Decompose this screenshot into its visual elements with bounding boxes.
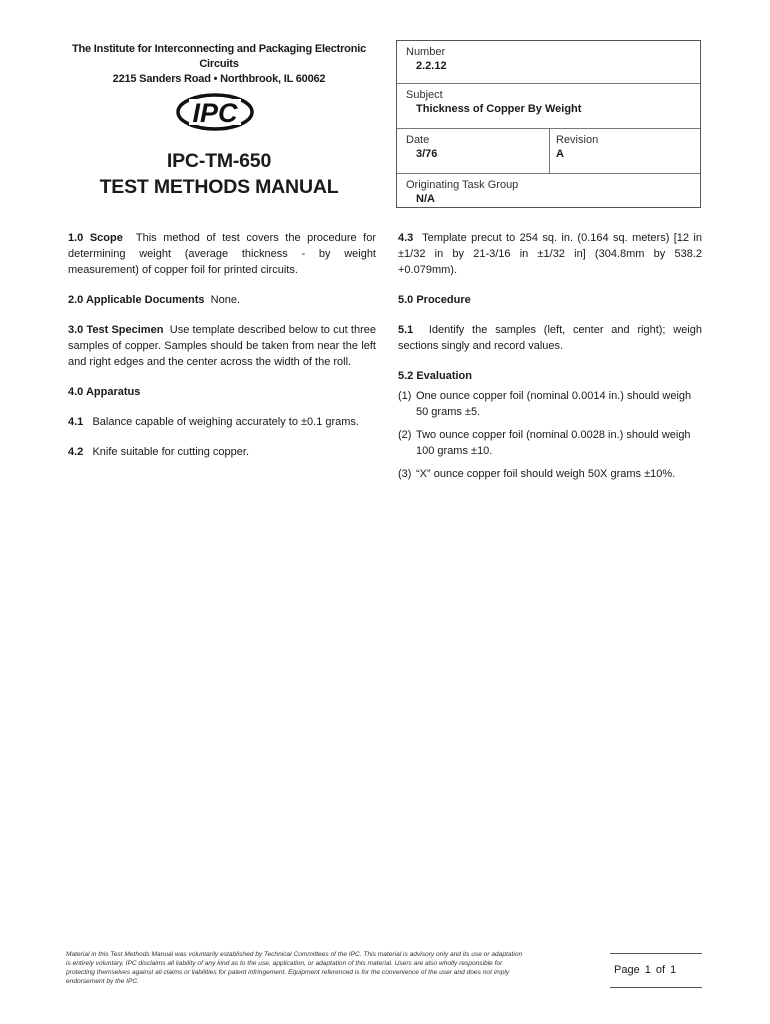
logo-text: IPC — [192, 98, 238, 128]
section-scope — [68, 230, 376, 278]
ipc-logo — [175, 92, 255, 132]
applicable-documents-text: None. — [210, 294, 241, 306]
task-group-label: Originating Task Group — [406, 179, 519, 191]
task-group-row — [397, 174, 700, 208]
date-label: Date — [406, 134, 430, 146]
section-5-1-text: Identify the samples (left, center and right); weigh sections singly and record values. — [398, 324, 702, 352]
page-number: Page 1 of 1 — [614, 964, 677, 976]
institute-name: The Institute for Interconnecting and Packaging Electronic Circuits — [72, 43, 366, 70]
apparatus-heading: 4.0 Apparatus — [68, 386, 141, 398]
date-value: 3/76 — [416, 148, 438, 160]
task-group-value: N/A — [416, 193, 435, 205]
section-4-1-text: Balance capable of weighing accurately to ±0.1 grams. — [92, 416, 359, 428]
section-4-3-number: 4.3 — [398, 232, 414, 244]
section-4-2-text: Knife suitable for cutting copper. — [92, 446, 250, 458]
section-4-2 — [68, 444, 376, 460]
section-5-1 — [398, 322, 702, 354]
date-revision-row — [397, 129, 700, 174]
revision-value: A — [556, 148, 564, 160]
scope-heading: 1.0 Scope — [68, 232, 123, 244]
section-4-2-number: 4.2 — [68, 446, 84, 458]
manual-title — [60, 148, 378, 200]
section-4-1-number: 4.1 — [68, 416, 84, 428]
evaluation-heading: 5.2 Evaluation — [398, 370, 472, 382]
left-column — [68, 230, 376, 474]
applicable-documents-heading: 2.0 Applicable Documents — [68, 294, 205, 306]
evaluation-list — [398, 388, 702, 482]
number-label: Number — [406, 46, 446, 58]
revision-label: Revision — [556, 134, 599, 146]
section-5-1-number: 5.1 — [398, 324, 414, 336]
number-value: 2.2.12 — [416, 60, 447, 72]
list-item — [398, 427, 702, 459]
right-column — [398, 230, 702, 489]
manual-title-line2: TEST METHODS MANUAL — [99, 176, 339, 198]
disclaimer-note: Material in this Test Methods Manual was voluntarily established by Technical Committees of the IPC. This material is advisory only and its use or adaptation is entirely voluntary. IPC disclaims all liability of any kind as to the use, application, or adaptation of this material. Users are also wholly responsible for protecting themselves against all claims or liabilities for patent infringement. Equipment referenced is for the convenience of the user and does not imply endorsement by the IPC. — [66, 951, 523, 985]
institute-header — [60, 42, 378, 87]
list-item — [398, 466, 702, 482]
section-4-1 — [68, 414, 376, 430]
subject-row — [397, 84, 700, 129]
document-info-box — [396, 40, 701, 208]
list-item-text: One ounce copper foil (nominal 0.0014 in.) should weigh 50 grams ±5. — [416, 390, 692, 418]
manual-title-line1: IPC-TM-650 — [166, 150, 272, 172]
page-number-box — [610, 953, 702, 988]
test-specimen-heading: 3.0 Test Specimen — [68, 324, 164, 336]
column-divider — [549, 129, 550, 173]
list-item-marker: (3) — [398, 468, 412, 480]
section-applicable-documents — [68, 292, 376, 308]
section-4-3 — [398, 230, 702, 278]
section-4-3-text: Template precut to 254 sq. in. (0.164 sq. meters) [12 in ±1/32 in by 21-3/16 in ±1/32 in] (304.8mm by 538.2 +0.079mm). — [398, 232, 702, 276]
procedure-heading: 5.0 Procedure — [398, 294, 471, 306]
test-specimen-text: Use template described below to cut three samples of copper. Samples should be taken from near the left and right edges and the center across the width of the roll. — [68, 324, 376, 368]
subject-value: Thickness of Copper By Weight — [416, 103, 582, 115]
list-item — [398, 388, 702, 420]
section-test-specimen — [68, 322, 376, 370]
subject-label: Subject — [406, 89, 443, 101]
list-item-text: “X” ounce copper foil should weigh 50X grams ±10%. — [416, 468, 676, 480]
list-item-marker: (1) — [398, 390, 412, 402]
number-row — [397, 41, 700, 84]
list-item-text: Two ounce copper foil (nominal 0.0028 in.) should weigh 100 grams ±10. — [416, 429, 691, 457]
institute-address: 2215 Sanders Road • Northbrook, IL 60062 — [112, 73, 326, 85]
scope-text: This method of test covers the procedure for determining weight (average thickness - by weight measurement) of copper foil for printed circuits. — [68, 232, 376, 276]
list-item-marker: (2) — [398, 429, 412, 441]
